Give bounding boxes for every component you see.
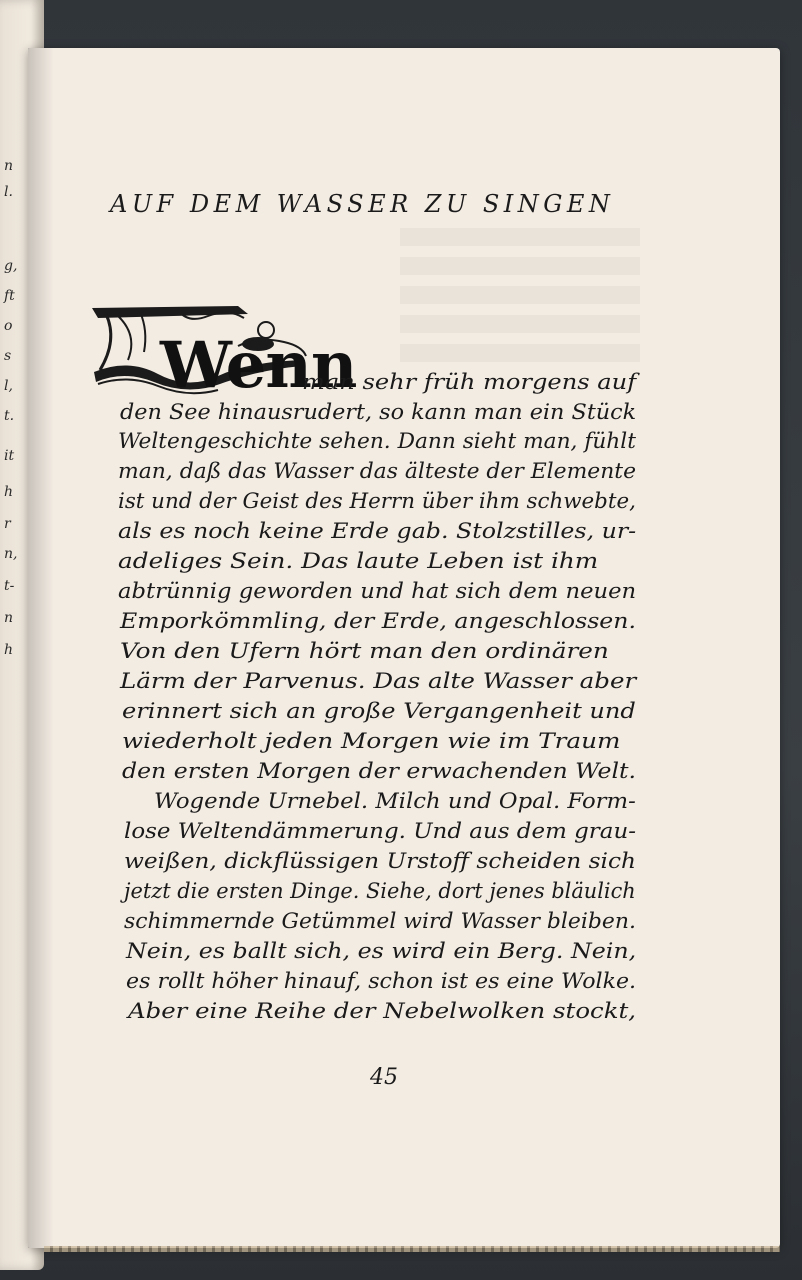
show-through-text	[400, 228, 640, 368]
left-page-fragment: g,	[4, 258, 18, 274]
text-line: lose Weltendämmerung. Und aus dem grau-	[124, 819, 636, 844]
text-line: Aber eine Reihe der Nebelwolken stockt,	[128, 999, 637, 1024]
text-line: den See hinausrudert, so kann man ein Stück	[120, 400, 637, 425]
text-line: schimmernde Getümmel wird Wasser bleiben.	[124, 909, 636, 934]
text-line: adeliges Sein. Das laute Leben ist ihm	[118, 549, 599, 574]
text-line: erinnert sich an große Vergangenheit und	[122, 699, 636, 724]
left-page-fragment: n	[4, 158, 14, 174]
page-gutter-shadow	[28, 48, 54, 1248]
page-number: 45	[370, 1065, 398, 1090]
left-page-fragment: t.	[4, 408, 15, 424]
left-page-fragment: ft	[4, 288, 15, 304]
text-line: Von den Ufern hört man den ordinären	[120, 639, 609, 664]
text-line: Lärm der Parvenus. Das alte Wasser aber	[120, 669, 637, 694]
decorated-initial-word: Wenn	[160, 328, 357, 403]
left-page-fragment: h	[4, 642, 14, 658]
text-line: man sehr früh morgens auf	[302, 370, 637, 395]
page-edge	[44, 1246, 780, 1252]
left-page-fragment: l,	[4, 378, 13, 394]
text-line: Wogende Urnebel. Milch und Opal. Form-	[154, 789, 636, 814]
left-page-fragment: n,	[4, 546, 18, 562]
left-page-fragment: s	[4, 348, 12, 364]
text-line: es rollt höher hinauf, schon ist es eine Wolke.	[126, 969, 637, 994]
chapter-title: AUF DEM WASSER ZU SINGEN	[110, 190, 615, 218]
text-line: Emporkömmling, der Erde, angeschlossen.	[120, 609, 636, 634]
text-line: man, daß das Wasser das älteste der Elemente	[118, 459, 637, 484]
text-line: abtrünnig geworden und hat sich dem neuen	[118, 579, 637, 604]
text-line: ist und der Geist des Herrn über ihm schwebte,	[118, 489, 636, 514]
left-page-fragment: l.	[4, 184, 13, 200]
text-line: Weltengeschichte sehen. Dann sieht man, fühlt	[118, 429, 636, 454]
text-line: Nein, es ballt sich, es wird ein Berg. Nein,	[126, 939, 637, 964]
text-line: weißen, dickflüssigen Urstoff scheiden sich	[124, 849, 636, 874]
text-line: jetzt die ersten Dinge. Siehe, dort jenes bläulich	[124, 879, 636, 904]
text-line: den ersten Morgen der erwachenden Welt.	[122, 759, 636, 784]
text-line: als es noch keine Erde gab. Stolzstilles, ur-	[118, 519, 637, 544]
left-page-fragment: o	[4, 318, 13, 334]
left-page-fragment: it	[4, 448, 15, 464]
left-page-fragment: t-	[4, 578, 15, 594]
left-page-fragment: h	[4, 484, 14, 500]
left-page-fragment: n	[4, 610, 14, 626]
left-page-fragment: r	[4, 516, 11, 532]
text-line: wiederholt jeden Morgen wie im Traum	[122, 729, 621, 754]
